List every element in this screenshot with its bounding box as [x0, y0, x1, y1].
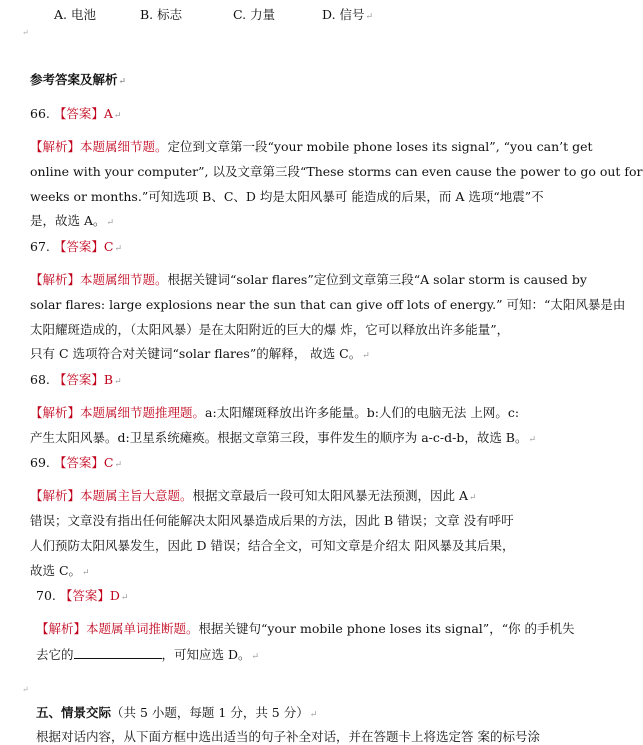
item-67-type: 本题属细节题。	[80, 272, 168, 287]
item-70-analysis-line-1: 【解析】本题属单词推断题。根据关键句“your mobile phone loses its signal”，“你 的手机失	[36, 621, 575, 636]
item-69-type: 本题属主旨大意题。	[80, 488, 193, 503]
item-66-answer-line: 66. 【答案】A↵	[30, 106, 122, 121]
item-70-analysis-line-2: 去它的 ，可知应选 D。↵	[36, 647, 260, 662]
item-69-answer-line: 69. 【答案】C↵	[30, 455, 122, 470]
item-68-answer-line: 68. 【答案】B↵	[30, 372, 122, 387]
item-68-answer: 【答案】B	[53, 372, 114, 387]
item-67-analysis-line-2: solar flares: large explosions near the sun that can give off lots of energy.” 可知：“太阳风暴是由	[30, 297, 626, 312]
item-70-type: 本题属单词推断题。	[86, 621, 199, 636]
option-a: A. 电池	[54, 7, 96, 22]
item-69-analysis-line-1: 【解析】本题属主旨大意题。根据文章最后一段可知太阳风暴无法预测，因此 A↵	[30, 488, 477, 503]
item-68-analysis-line-1: 【解析】本题属细节题推理题。a:太阳耀斑释放出许多能量。b:人们的电脑无法 上网。c:	[30, 405, 520, 420]
section-five-title: 五、情景交际（共 5 小题，每题 1 分，共 5 分）↵	[36, 705, 318, 720]
item-69-analysis-line-3: 人们预防太阳风暴发生，因此 D 错误；结合全文，可知文章是介绍太 阳风暴及其后果，	[30, 538, 515, 553]
option-c: C. 力量	[233, 7, 276, 22]
item-70-answer: 【答案】D	[59, 588, 120, 603]
answer-blank	[74, 646, 162, 659]
item-69-analysis-line-2: 错误；文章没有指出任何能解决太阳风暴造成后果的方法，因此 B 错误；文章 没有呼吁	[30, 513, 514, 528]
item-67-answer: 【答案】C	[53, 239, 114, 254]
section-five-instruction: 根据对话内容，从下面方框中选出适当的句子补全对话，并在答题卡上将选定答 案的标号涂	[36, 729, 540, 744]
paragraph-mark: ↵	[22, 28, 29, 37]
item-66-answer: 【答案】A	[53, 106, 113, 121]
item-69-analysis-line-4: 故选 C。↵	[30, 563, 90, 578]
paragraph-mark: ↵	[22, 685, 29, 694]
item-67-answer-line: 67. 【答案】C↵	[30, 239, 122, 254]
item-66-analysis-line-2: online with your computer”, 以及文章第三段“These storms can even cause the power to go out for	[30, 164, 643, 179]
item-67-analysis-line-3: 太阳耀斑造成的，（太阳风暴）是在太阳附近的巨大的爆 炸，它可以释放出许多能量”，	[30, 322, 510, 337]
answers-heading: 参考答案及解析↵	[30, 72, 127, 87]
item-68-analysis-line-2: 产生太阳风暴。d:卫星系统瘫痪。根据文章第三段，事件发生的顺序为 a-c-d-b，故选 B。↵	[30, 430, 537, 445]
item-69-answer: 【答案】C	[53, 455, 114, 470]
option-b: B. 标志	[140, 7, 183, 22]
item-68-type: 本题属细节题推理题。	[80, 405, 206, 420]
item-67-analysis-line-4: 只有 C 选项符合对关键词“solar flares”的解释， 故选 C。↵	[30, 346, 370, 361]
item-67-analysis-line-1: 【解析】本题属细节题。根据关键词“solar flares”定位到文章第三段“A solar storm is caused by	[30, 272, 587, 287]
item-70-answer-line: 70. 【答案】D↵	[36, 588, 129, 603]
item-66-analysis-line-1: 【解析】本题属细节题。定位到文章第一段“your mobile phone loses its signal”, “you can’t get	[30, 139, 593, 154]
item-66-type: 本题属细节题。	[80, 139, 168, 154]
item-66-analysis-line-3: weeks or months.”可知选项 B、C、D 均是太阳风暴可 能造成的后果，而 A 选项“地震”不	[30, 189, 544, 204]
option-d: D. 信号↵	[322, 7, 374, 22]
item-66-analysis-line-4: 是，故选 A。↵	[30, 213, 115, 228]
